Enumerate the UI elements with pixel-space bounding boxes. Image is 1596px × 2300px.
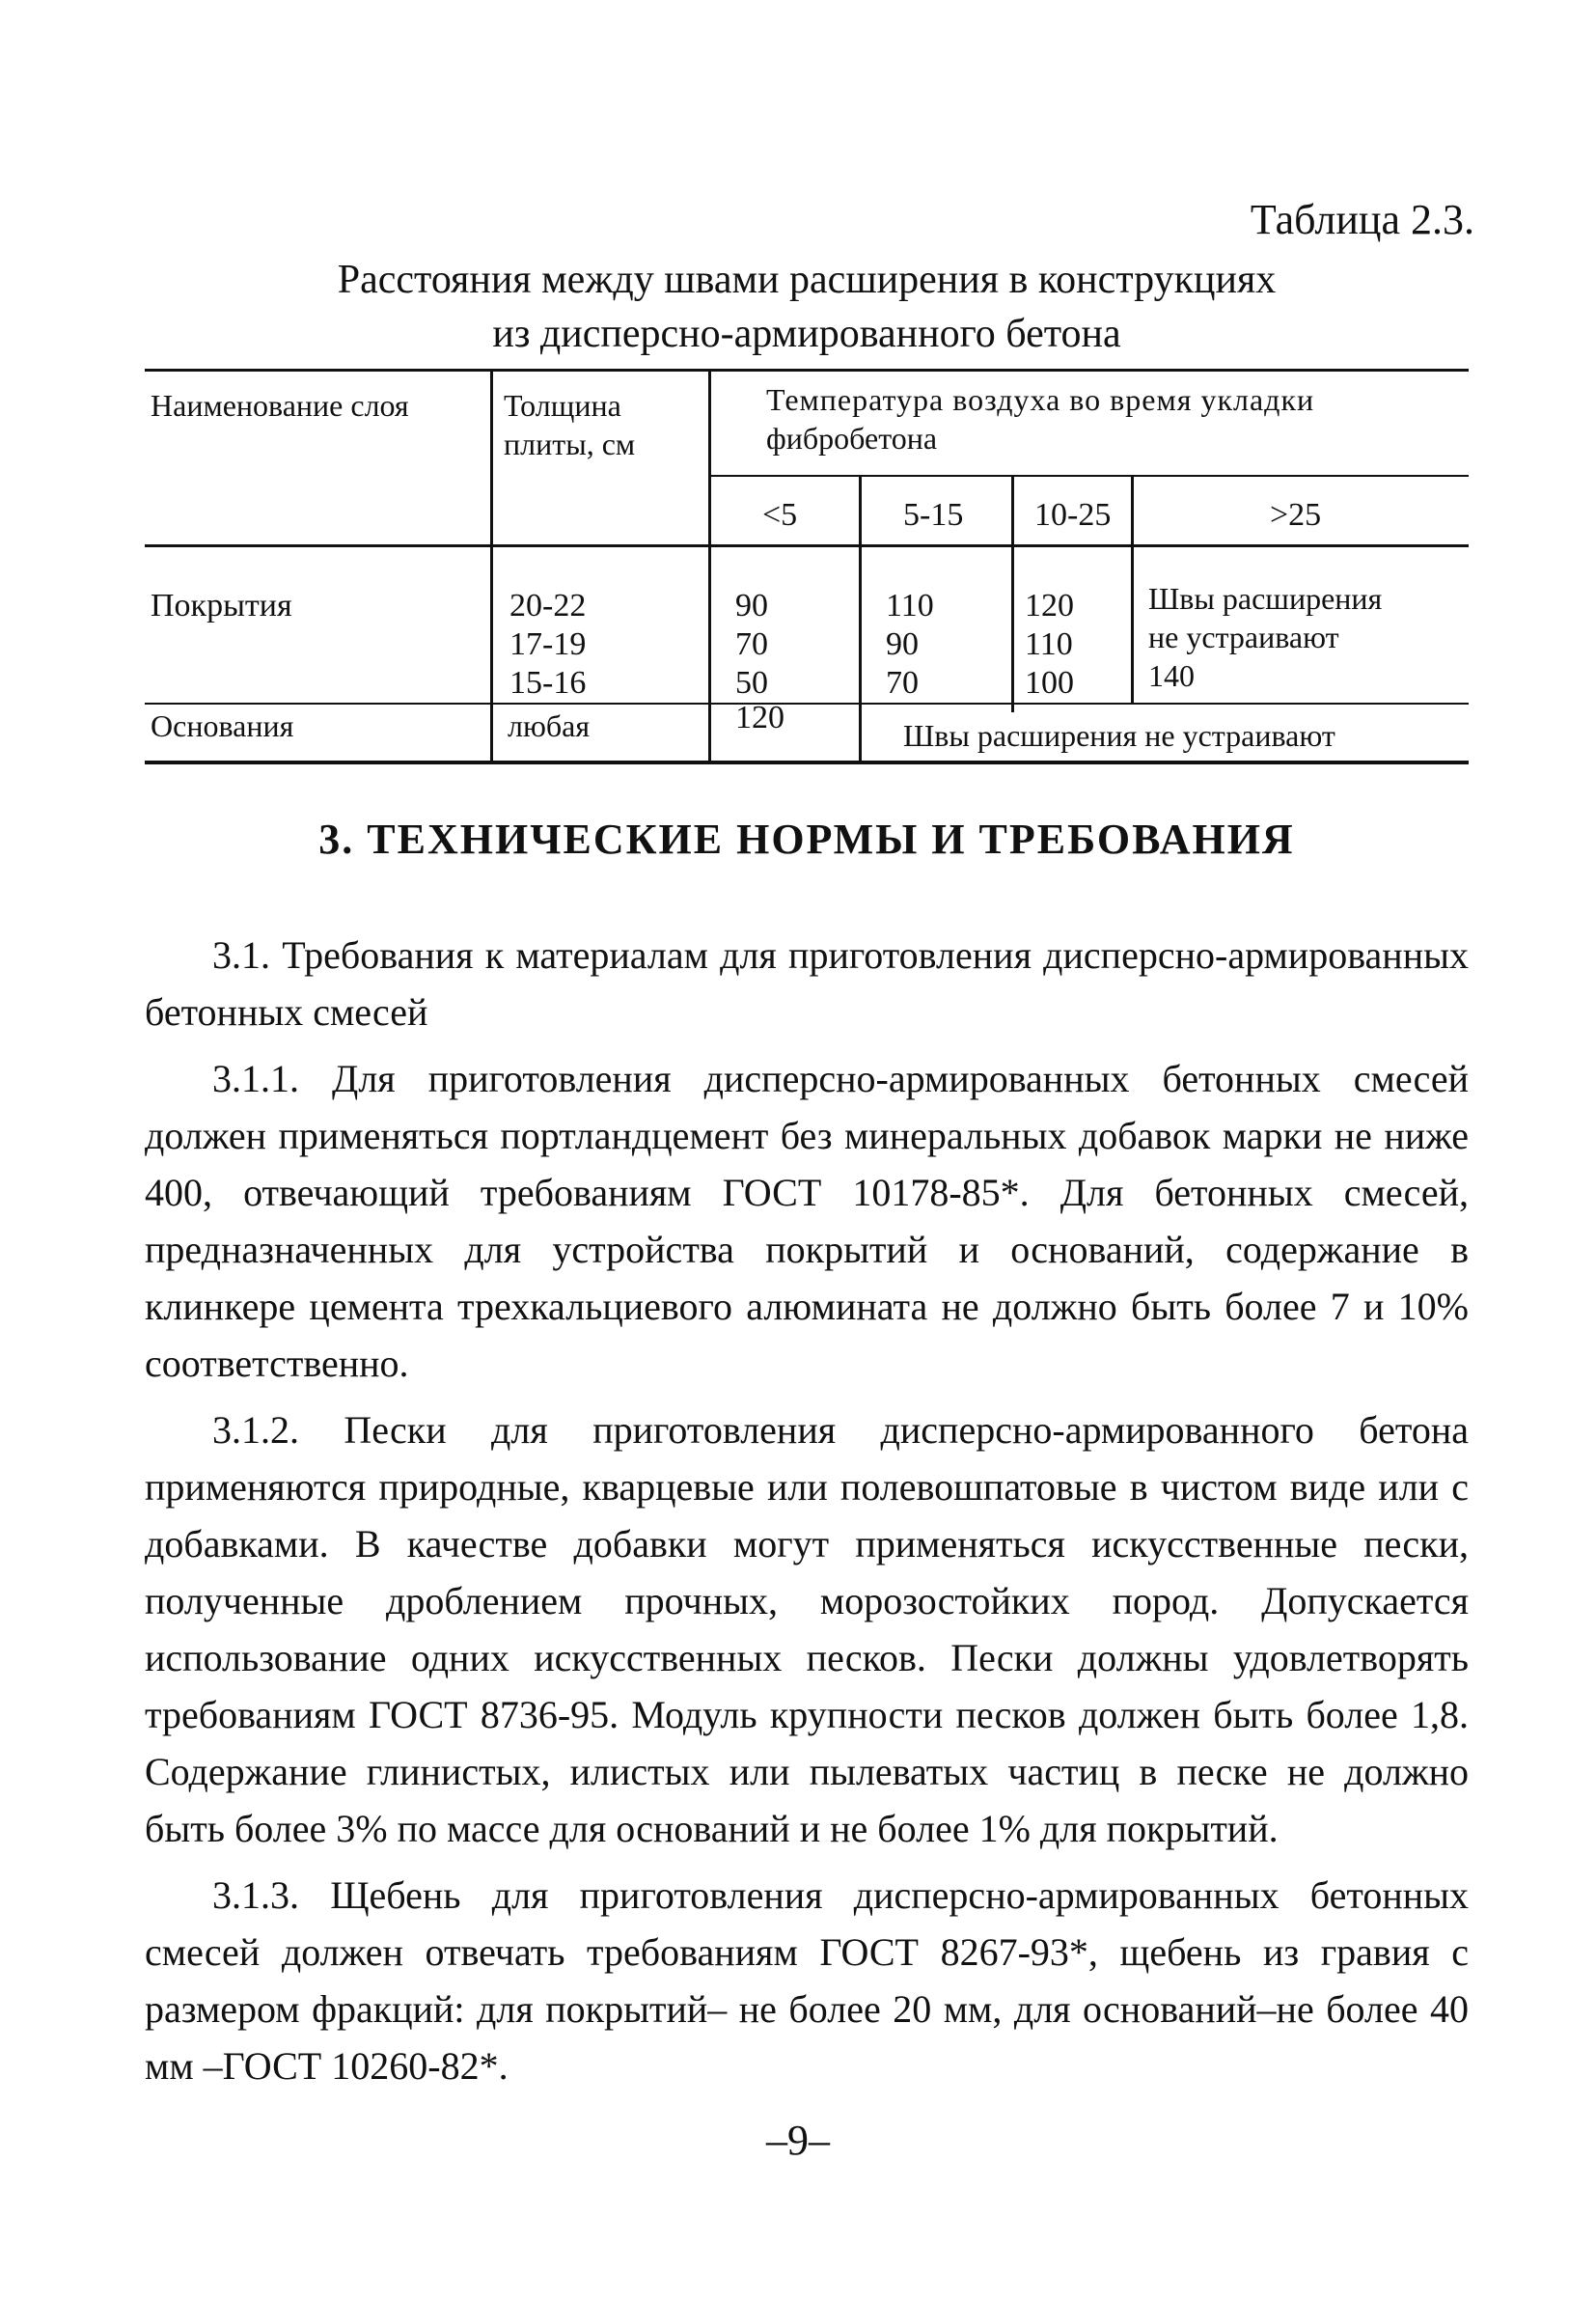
table-row-rule xyxy=(145,703,1469,705)
row-bases-thickness: любая xyxy=(508,708,591,743)
expansion-joints-table xyxy=(145,369,1469,764)
table-number: Таблица 2.3. xyxy=(1250,196,1474,243)
distance-value: 120 xyxy=(1025,588,1074,623)
row-coatings-5-15 xyxy=(886,587,934,703)
row-coatings-gt25 xyxy=(1148,579,1382,695)
table-bottom-rule xyxy=(145,761,1469,764)
distance-value: 90 xyxy=(735,588,768,623)
distance-value: 110 xyxy=(886,588,934,623)
header-temperature-line-2: фибробетона xyxy=(766,421,938,456)
header-thickness xyxy=(504,386,635,463)
table-subheader-rule xyxy=(708,475,1469,477)
header-temp-10-25: 10-25 xyxy=(1034,497,1112,533)
distance-value: 70 xyxy=(735,626,768,662)
section-body xyxy=(145,927,1469,2104)
distance-value: 100 xyxy=(1025,665,1074,701)
header-thickness-line-1: Толщина xyxy=(504,388,621,423)
distance-value: 50 xyxy=(735,665,768,701)
row-coatings-name: Покрытия xyxy=(151,588,292,623)
gt25-text: не устраивают xyxy=(1148,620,1339,654)
page-number: –9– xyxy=(766,2117,830,2164)
table-caption-line-2: из дисперсно-армированного бетона xyxy=(492,312,1121,356)
table-col-rule-4 xyxy=(1011,477,1014,712)
table-header-rule xyxy=(145,544,1469,547)
paragraph-3-1-3: 3.1.3. Щебень для приготовления дисперсно-армированных бетонных смесей должен отвечать требованиям ГОСТ 8267-93*, щебень из гравия с размером фракций: для покрытий– не более 20 мм, для оснований–не более 40 мм –ГОСТ 10260-82*. xyxy=(145,1873,1469,2088)
header-layer-name: Наименование слоя xyxy=(151,388,409,423)
row-coatings-10-25 xyxy=(1025,587,1074,703)
row-bases-lt5: 120 xyxy=(735,700,784,735)
row-bases-name: Основания xyxy=(151,708,294,743)
paragraph-3-1: 3.1. Требования к материалам для приготовления дисперсно-армированных бетонных смесей xyxy=(145,933,1469,1034)
header-temp-lt5: <5 xyxy=(762,497,798,533)
distance-value: 70 xyxy=(886,665,919,701)
section-heading: 3. ТЕХНИЧЕСКИЕ НОРМЫ И ТРЕБОВАНИЯ xyxy=(318,816,1295,863)
header-thickness-line-2: плиты, см xyxy=(504,427,636,461)
table-col-rule-3 xyxy=(859,477,862,762)
gt25-text: 140 xyxy=(1148,658,1195,693)
distance-value: 90 xyxy=(886,626,919,662)
header-temperature-line-1: Температура воздуха во время укладки xyxy=(766,382,1315,417)
row-coatings-thickness xyxy=(509,587,586,703)
row-coatings-lt5 xyxy=(735,587,768,703)
distance-value: 110 xyxy=(1025,626,1073,662)
header-temp-gt25: >25 xyxy=(1270,497,1322,533)
table-col-rule-2 xyxy=(708,371,711,762)
thickness-value: 15-16 xyxy=(509,665,587,701)
table-caption xyxy=(145,253,1469,361)
table-caption-line-1: Расстояния между швами расширения в конструкциях xyxy=(337,258,1277,302)
paragraph-3-1-2: 3.1.2. Пески для приготовления дисперсно-армированного бетона применяются природные, кварцевые или полевошпатовые в чистом виде или с добавками. В качестве добавки могут применяться искусственные пески, полученные дроблением прочных, морозостойких пород. Допускается использование одних искусственных песков. Пески должны удовлетворять требованиям ГОСТ 8736-95. Модуль крупности песков должен быть более 1,8. Содержание глинистых, илистых или пылеватых частиц в песке не должно быть более 3% по массе для оснований и не более 1% для покрытий. xyxy=(145,1408,1469,1850)
thickness-value: 17-19 xyxy=(509,626,587,662)
paragraph-3-1-1: 3.1.1. Для приготовления дисперсно-армированных бетонных смесей должен применяться портландцемент без минеральных добавок марки не ниже 400, отвечающий требованиям ГОСТ 10178-85*. Для бетонных смесей, предназначенных для устройства покрытий и оснований, содержание в клинкере цемента трехкальциевого алюмината не должно быть более 7 и 10% соответственно. xyxy=(145,1057,1469,1385)
table-col-rule-1 xyxy=(490,371,493,762)
table-col-rule-5 xyxy=(1131,477,1134,705)
thickness-value: 20-22 xyxy=(509,588,587,623)
header-temp-5-15: 5-15 xyxy=(903,497,964,533)
header-temperature xyxy=(766,380,1314,457)
gt25-text: Швы расширения xyxy=(1148,581,1383,616)
table-top-rule xyxy=(145,369,1469,372)
row-bases-remaining: Швы расширения не устраивают xyxy=(903,718,1335,753)
